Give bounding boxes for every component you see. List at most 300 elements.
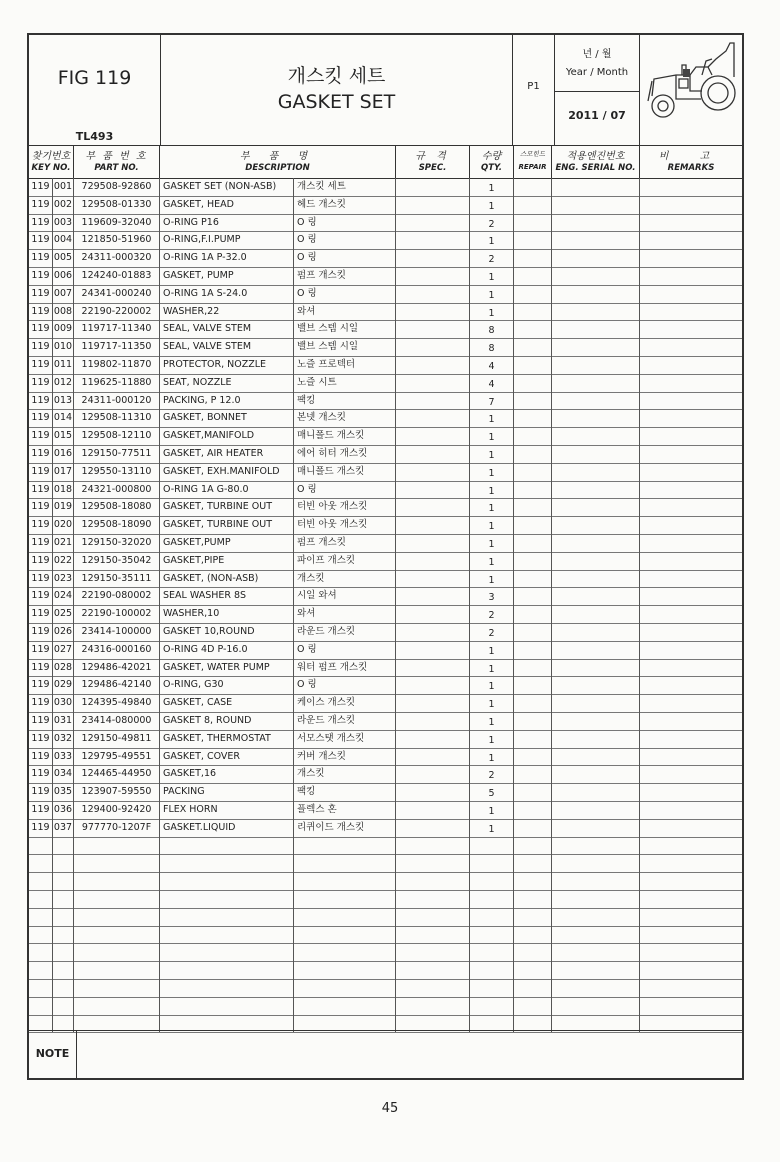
remarks-cell: [640, 374, 742, 392]
spec-cell: [396, 516, 470, 534]
col-repair: 스모힌드 REPAIR: [514, 145, 552, 178]
engine-serial-cell: [552, 765, 640, 783]
quantity-cell: 8: [470, 338, 514, 356]
table-row: [29, 214, 742, 233]
remarks-cell: [640, 427, 742, 445]
key-fig-cell: 119: [29, 320, 53, 338]
part-number-cell: 24316-000160: [74, 641, 160, 659]
table-row: [29, 748, 742, 767]
table-row: [29, 587, 742, 606]
page-code-box: [513, 35, 555, 145]
description-cell: O-RING 1A S-24.0: [160, 285, 294, 303]
description-cell: SEAL, VALVE STEM: [160, 338, 294, 356]
description-cell: GASKET,PIPE: [160, 552, 294, 570]
table-row: [29, 783, 742, 802]
table-row: [29, 463, 742, 482]
title-english: GASKET SET: [277, 91, 396, 113]
spec-cell: [396, 694, 470, 712]
description-korean-cell: 팩킹: [294, 392, 396, 410]
quantity-cell: 1: [470, 231, 514, 249]
description-korean-cell: 시일 와셔: [294, 587, 396, 605]
spec-cell: [396, 676, 470, 694]
part-number-cell: 119717-11350: [74, 338, 160, 356]
description-korean-cell: 펌프 개스킷: [294, 267, 396, 285]
description-korean-cell: O 링: [294, 249, 396, 267]
key-fig-cell: 119: [29, 623, 53, 641]
key-fig-cell: 119: [29, 659, 53, 677]
remarks-cell: [640, 837, 742, 855]
key-item-cell: [53, 961, 74, 979]
engine-serial-cell: [552, 837, 640, 855]
empty-table-row: [29, 943, 742, 962]
remarks-cell: [640, 392, 742, 410]
spec-cell: [396, 926, 470, 944]
remarks-cell: [640, 570, 742, 588]
sheet-header: [29, 35, 742, 146]
description-cell: FLEX HORN: [160, 801, 294, 819]
engine-serial-cell: [552, 854, 640, 872]
repair-cell: [514, 587, 552, 605]
description-korean-cell: O 링: [294, 214, 396, 232]
table-row: [29, 676, 742, 695]
part-number-cell: 124465-44950: [74, 765, 160, 783]
empty-table-row: [29, 837, 742, 856]
engine-serial-cell: [552, 926, 640, 944]
quantity-cell: 1: [470, 445, 514, 463]
key-item-cell: 024: [53, 587, 74, 605]
col-spec: 규 격 SPEC.: [396, 145, 470, 178]
spec-cell: [396, 659, 470, 677]
spec-cell: [396, 623, 470, 641]
date-box: [555, 35, 640, 145]
description-korean-cell: 헤드 개스킷: [294, 196, 396, 214]
description-cell: [160, 943, 294, 961]
description-korean-cell: O 링: [294, 285, 396, 303]
key-fig-cell: [29, 961, 53, 979]
quantity-cell: 2: [470, 605, 514, 623]
quantity-cell: 1: [470, 801, 514, 819]
repair-cell: [514, 356, 552, 374]
quantity-cell: [470, 926, 514, 944]
quantity-cell: 1: [470, 819, 514, 837]
quantity-cell: 1: [470, 730, 514, 748]
key-item-cell: 005: [53, 249, 74, 267]
part-number-cell: 22190-100002: [74, 605, 160, 623]
part-number-cell: 129486-42021: [74, 659, 160, 677]
description-korean-cell: O 링: [294, 481, 396, 499]
remarks-cell: [640, 356, 742, 374]
description-korean-cell: 매니폴드 개스킷: [294, 427, 396, 445]
remarks-cell: [640, 267, 742, 285]
spec-cell: [396, 748, 470, 766]
empty-table-row: [29, 926, 742, 945]
remarks-cell: [640, 516, 742, 534]
repair-cell: [514, 837, 552, 855]
part-number-cell: 129795-49551: [74, 748, 160, 766]
key-item-cell: [53, 926, 74, 944]
description-korean-cell: 라운드 개스킷: [294, 623, 396, 641]
description-korean-cell: 본넷 개스킷: [294, 409, 396, 427]
quantity-cell: 2: [470, 214, 514, 232]
page-number: 45: [381, 1101, 399, 1116]
remarks-cell: [640, 338, 742, 356]
key-item-cell: [53, 908, 74, 926]
col-qty: 수량 QTY.: [470, 145, 514, 178]
spec-cell: [396, 267, 470, 285]
repair-cell: [514, 783, 552, 801]
description-cell: GASKET, WATER PUMP: [160, 659, 294, 677]
table-row: [29, 409, 742, 428]
description-cell: GASKET 10,ROUND: [160, 623, 294, 641]
repair-cell: [514, 605, 552, 623]
part-number-cell: 129150-77511: [74, 445, 160, 463]
note-label: NOTE: [29, 1031, 77, 1079]
figure-number: FIG 119: [57, 67, 132, 89]
engine-serial-cell: [552, 320, 640, 338]
repair-cell: [514, 712, 552, 730]
key-fig-cell: 119: [29, 338, 53, 356]
description-korean-cell: 팩킹: [294, 783, 396, 801]
key-item-cell: 028: [53, 659, 74, 677]
description-korean-cell: 펌프 개스킷: [294, 534, 396, 552]
quantity-cell: 7: [470, 392, 514, 410]
remarks-cell: [640, 409, 742, 427]
description-cell: GASKET, EXH.MANIFOLD: [160, 463, 294, 481]
part-number-cell: [74, 908, 160, 926]
repair-cell: [514, 445, 552, 463]
remarks-cell: [640, 908, 742, 926]
key-fig-cell: 119: [29, 374, 53, 392]
engine-serial-cell: [552, 730, 640, 748]
table-row: [29, 285, 742, 304]
key-fig-cell: 119: [29, 587, 53, 605]
table-row: [29, 819, 742, 838]
description-korean-cell: 와셔: [294, 605, 396, 623]
table-row: [29, 196, 742, 215]
engine-serial-cell: [552, 961, 640, 979]
engine-serial-cell: [552, 712, 640, 730]
col-description: 부 품 명 DESCRIPTION: [160, 145, 396, 178]
engine-serial-cell: [552, 178, 640, 196]
quantity-cell: 1: [470, 267, 514, 285]
description-korean-cell: 개스킷: [294, 765, 396, 783]
description-cell: SEAT, NOZZLE: [160, 374, 294, 392]
spec-cell: [396, 231, 470, 249]
part-number-cell: [74, 890, 160, 908]
key-item-cell: 004: [53, 231, 74, 249]
engine-serial-cell: [552, 231, 640, 249]
part-number-cell: [74, 943, 160, 961]
key-fig-cell: [29, 908, 53, 926]
repair-cell: [514, 854, 552, 872]
key-item-cell: 034: [53, 765, 74, 783]
description-korean-cell: 터빈 아웃 개스킷: [294, 516, 396, 534]
quantity-cell: 1: [470, 481, 514, 499]
remarks-cell: [640, 285, 742, 303]
key-item-cell: [53, 854, 74, 872]
spec-cell: [396, 409, 470, 427]
description-korean-cell: 와셔: [294, 303, 396, 321]
key-item-cell: 037: [53, 819, 74, 837]
model-number: TL493: [75, 130, 114, 143]
description-korean-cell: 노즐 시트: [294, 374, 396, 392]
engine-serial-cell: [552, 623, 640, 641]
repair-cell: [514, 890, 552, 908]
spec-cell: [396, 374, 470, 392]
key-item-cell: [53, 997, 74, 1015]
repair-cell: [514, 320, 552, 338]
description-korean-cell: O 링: [294, 231, 396, 249]
description-korean-cell: [294, 926, 396, 944]
table-row: [29, 534, 742, 553]
part-number-cell: 124395-49840: [74, 694, 160, 712]
remarks-cell: [640, 979, 742, 997]
repair-cell: [514, 819, 552, 837]
spec-cell: [396, 481, 470, 499]
remarks-cell: [640, 214, 742, 232]
quantity-cell: 3: [470, 587, 514, 605]
key-item-cell: 020: [53, 516, 74, 534]
description-korean-cell: 개스킷: [294, 570, 396, 588]
empty-table-row: [29, 890, 742, 909]
repair-cell: [514, 196, 552, 214]
description-cell: SEAL WASHER 8S: [160, 587, 294, 605]
key-fig-cell: 119: [29, 231, 53, 249]
remarks-cell: [640, 249, 742, 267]
description-korean-cell: [294, 890, 396, 908]
table-row: [29, 338, 742, 357]
engine-serial-cell: [552, 534, 640, 552]
quantity-cell: 1: [470, 748, 514, 766]
quantity-cell: 4: [470, 356, 514, 374]
description-korean-cell: [294, 961, 396, 979]
part-number-cell: 24341-000240: [74, 285, 160, 303]
spec-cell: [396, 605, 470, 623]
description-cell: [160, 837, 294, 855]
key-item-cell: 027: [53, 641, 74, 659]
key-item-cell: 023: [53, 570, 74, 588]
description-cell: GASKET, AIR HEATER: [160, 445, 294, 463]
description-cell: GASKET, PUMP: [160, 267, 294, 285]
table-row: [29, 356, 742, 375]
description-korean-cell: 라운드 개스킷: [294, 712, 396, 730]
table-row: [29, 516, 742, 535]
quantity-cell: 1: [470, 409, 514, 427]
quantity-cell: [470, 837, 514, 855]
spec-cell: [396, 943, 470, 961]
engine-serial-cell: [552, 783, 640, 801]
description-cell: [160, 997, 294, 1015]
remarks-cell: [640, 783, 742, 801]
key-item-cell: 030: [53, 694, 74, 712]
quantity-cell: 5: [470, 783, 514, 801]
part-number-cell: 23414-080000: [74, 712, 160, 730]
table-row: [29, 374, 742, 393]
spec-cell: [396, 196, 470, 214]
quantity-cell: 1: [470, 676, 514, 694]
spec-cell: [396, 338, 470, 356]
repair-cell: [514, 997, 552, 1015]
table-row: [29, 267, 742, 286]
key-item-cell: [53, 872, 74, 890]
key-item-cell: 003: [53, 214, 74, 232]
spec-cell: [396, 641, 470, 659]
key-fig-cell: [29, 837, 53, 855]
key-fig-cell: 119: [29, 214, 53, 232]
spec-cell: [396, 463, 470, 481]
spec-cell: [396, 178, 470, 196]
col-key-no: 찾기번호 KEY NO.: [29, 145, 74, 178]
page-code: P1: [527, 81, 540, 92]
repair-cell: [514, 214, 552, 232]
key-item-cell: 019: [53, 498, 74, 516]
description-cell: GASKET.LIQUID: [160, 819, 294, 837]
quantity-cell: [470, 943, 514, 961]
part-number-cell: 24311-000320: [74, 249, 160, 267]
key-fig-cell: 119: [29, 819, 53, 837]
spec-cell: [396, 819, 470, 837]
quantity-cell: [470, 961, 514, 979]
key-fig-cell: 119: [29, 285, 53, 303]
empty-table-row: [29, 997, 742, 1016]
part-number-cell: 119802-11870: [74, 356, 160, 374]
engine-serial-cell: [552, 285, 640, 303]
description-cell: O-RING 4D P-16.0: [160, 641, 294, 659]
key-item-cell: 017: [53, 463, 74, 481]
repair-cell: [514, 427, 552, 445]
key-fig-cell: [29, 872, 53, 890]
col-remarks: 비 고 REMARKS: [658, 151, 724, 173]
quantity-cell: 1: [470, 303, 514, 321]
engine-serial-cell: [552, 463, 640, 481]
quantity-cell: [470, 997, 514, 1015]
spec-cell: [396, 552, 470, 570]
column-headers: [29, 145, 742, 179]
key-fig-cell: 119: [29, 249, 53, 267]
part-number-cell: 23414-100000: [74, 623, 160, 641]
description-korean-cell: O 링: [294, 676, 396, 694]
part-number-cell: 22190-080002: [74, 587, 160, 605]
description-korean-cell: [294, 943, 396, 961]
engine-serial-cell: [552, 587, 640, 605]
remarks-cell: [640, 730, 742, 748]
part-number-cell: 129508-01330: [74, 196, 160, 214]
engine-serial-cell: [552, 267, 640, 285]
key-item-cell: 021: [53, 534, 74, 552]
description-cell: GASKET, (NON-ASB): [160, 570, 294, 588]
engine-serial-cell: [552, 997, 640, 1015]
repair-cell: [514, 641, 552, 659]
description-cell: GASKET,MANIFOLD: [160, 427, 294, 445]
key-fig-cell: 119: [29, 392, 53, 410]
description-cell: O-RING P16: [160, 214, 294, 232]
description-korean-cell: 에어 히터 개스킷: [294, 445, 396, 463]
key-item-cell: 008: [53, 303, 74, 321]
description-cell: SEAL, VALVE STEM: [160, 320, 294, 338]
description-cell: GASKET,16: [160, 765, 294, 783]
quantity-cell: 1: [470, 463, 514, 481]
repair-cell: [514, 285, 552, 303]
spec-cell: [396, 214, 470, 232]
quantity-cell: 1: [470, 712, 514, 730]
quantity-cell: [470, 872, 514, 890]
key-fig-cell: 119: [29, 534, 53, 552]
description-cell: [160, 961, 294, 979]
part-number-cell: 129550-13110: [74, 463, 160, 481]
key-item-cell: 007: [53, 285, 74, 303]
key-item-cell: 011: [53, 356, 74, 374]
engine-serial-cell: [552, 516, 640, 534]
remarks-cell: [640, 552, 742, 570]
repair-cell: [514, 267, 552, 285]
description-korean-cell: 파이프 개스킷: [294, 552, 396, 570]
description-korean-cell: 밸브 스템 시일: [294, 338, 396, 356]
issue-date: 2011 / 07: [568, 109, 626, 122]
description-cell: [160, 908, 294, 926]
key-item-cell: 018: [53, 481, 74, 499]
spec-cell: [396, 979, 470, 997]
remarks-cell: [640, 498, 742, 516]
remarks-cell: [640, 819, 742, 837]
key-item-cell: 001: [53, 178, 74, 196]
repair-cell: [514, 765, 552, 783]
table-row: [29, 641, 742, 660]
key-fig-cell: 119: [29, 730, 53, 748]
quantity-cell: [470, 979, 514, 997]
remarks-cell: [640, 481, 742, 499]
tractor-illustration-box: [640, 35, 742, 145]
quantity-cell: 1: [470, 516, 514, 534]
quantity-cell: [470, 890, 514, 908]
part-number-cell: [74, 872, 160, 890]
remarks-cell: [640, 623, 742, 641]
spec-cell: [396, 392, 470, 410]
key-fig-cell: 119: [29, 516, 53, 534]
key-item-cell: [53, 943, 74, 961]
engine-serial-cell: [552, 196, 640, 214]
key-fig-cell: 119: [29, 267, 53, 285]
repair-cell: [514, 178, 552, 196]
part-number-cell: 121850-51960: [74, 231, 160, 249]
table-row: [29, 427, 742, 446]
repair-cell: [514, 374, 552, 392]
key-fig-cell: 119: [29, 748, 53, 766]
year-month-header: [555, 35, 639, 92]
note-section: [29, 1030, 742, 1079]
engine-serial-cell: [552, 570, 640, 588]
engine-serial-cell: [552, 694, 640, 712]
description-cell: O-RING 1A G-80.0: [160, 481, 294, 499]
engine-serial-cell: [552, 392, 640, 410]
key-fig-cell: 119: [29, 481, 53, 499]
key-fig-cell: 119: [29, 801, 53, 819]
description-korean-cell: 터빈 아웃 개스킷: [294, 498, 396, 516]
remarks-cell: [640, 587, 742, 605]
remarks-cell: [640, 445, 742, 463]
key-fig-cell: [29, 854, 53, 872]
part-number-cell: 129486-42140: [74, 676, 160, 694]
quantity-cell: 1: [470, 498, 514, 516]
key-item-cell: 006: [53, 267, 74, 285]
figure-box: [29, 35, 161, 145]
remarks-cell: [640, 765, 742, 783]
key-item-cell: 031: [53, 712, 74, 730]
remarks-cell: [640, 890, 742, 908]
key-item-cell: [53, 979, 74, 997]
key-fig-cell: 119: [29, 445, 53, 463]
part-number-cell: [74, 997, 160, 1015]
quantity-cell: 1: [470, 285, 514, 303]
